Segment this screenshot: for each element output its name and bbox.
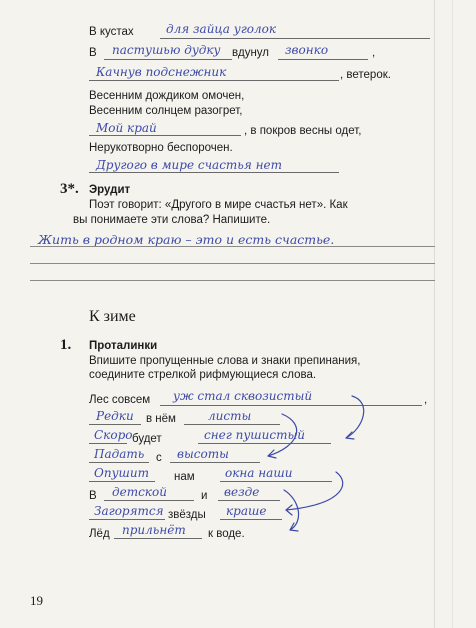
poem-line: звёзды — [168, 509, 206, 521]
handwritten-answer: звонко — [285, 43, 329, 57]
poem-line: и — [201, 490, 208, 502]
handwritten-answer: пастушью дудку — [112, 43, 221, 57]
handwritten-answer: Редки — [96, 409, 134, 423]
handwritten-answer: Качнув подснежник — [96, 65, 227, 79]
poem-line: с — [156, 452, 162, 464]
handwritten-answer: Жить в родном краю – это и есть счастье. — [38, 232, 335, 247]
handwritten-answer: Загорятся — [94, 504, 164, 518]
section-title: К зиме — [89, 308, 136, 325]
handwritten-answer: Опушит — [94, 466, 150, 480]
task-text: вы понимаете эти слова? Напишите. — [73, 214, 271, 226]
poem-line: , в покров весны одет, — [244, 125, 362, 137]
poem-line: Нерукотворно беспорочен. — [89, 142, 233, 154]
handwritten-answer: прильнёт — [122, 523, 186, 537]
poem-line: Весенним дождиком омочен, — [89, 90, 245, 102]
handwritten-answer: везде — [224, 485, 260, 499]
handwritten-answer: Мой край — [96, 121, 157, 135]
task-text: Поэт говорит: «Другого в мире счастья нет». Как — [89, 199, 348, 211]
poem-line: , ветерок. — [340, 69, 391, 81]
poem-line: к воде. — [208, 528, 245, 540]
poem-line: В — [89, 47, 97, 59]
rhyme-arrow-3 — [286, 472, 343, 510]
handwritten-answer: окна наши — [225, 466, 293, 480]
task-title: Эрудит — [89, 184, 131, 196]
poem-line: Лес совсем — [89, 394, 151, 406]
handwritten-answer: детской — [112, 485, 167, 499]
task-number: 1. — [60, 337, 72, 353]
task-number: 3*. — [60, 181, 79, 197]
poem-line: нам — [174, 471, 195, 483]
poem-line: в нём — [146, 413, 176, 425]
poem-line: , — [424, 394, 428, 406]
handwritten-answer: снег пушистый — [204, 428, 305, 442]
handwritten-answer: уж стал сквозистый — [173, 389, 313, 403]
handwritten-answer: Другого в мире счастья нет — [96, 158, 282, 172]
task-text: Впишите пропущенные слова и знаки препинания, — [89, 355, 361, 367]
poem-line: , — [372, 47, 376, 59]
rhyme-arrow-1 — [346, 396, 364, 438]
poem-line: Весенним солнцем разогрет, — [89, 105, 243, 117]
poem-line: вдунул — [232, 47, 269, 59]
handwritten-answer: высоты — [177, 447, 229, 461]
poem-line: будет — [132, 433, 162, 445]
rhyme-arrow-2 — [268, 414, 297, 456]
handwritten-answer: листы — [208, 409, 252, 423]
poem-line: В кустах — [89, 26, 134, 38]
handwritten-answer: Скоро — [94, 428, 133, 442]
poem-line: Лёд — [89, 528, 110, 540]
handwritten-answer: Падать — [94, 447, 145, 461]
handwritten-answer: для зайца уголок — [166, 22, 277, 36]
task-title: Проталинки — [89, 340, 158, 352]
handwritten-answer: краше — [226, 504, 267, 518]
task-text: соедините стрелкой рифмующиеся слова. — [89, 369, 317, 381]
page-number: 19 — [30, 593, 43, 608]
poem-line: В — [89, 490, 97, 502]
